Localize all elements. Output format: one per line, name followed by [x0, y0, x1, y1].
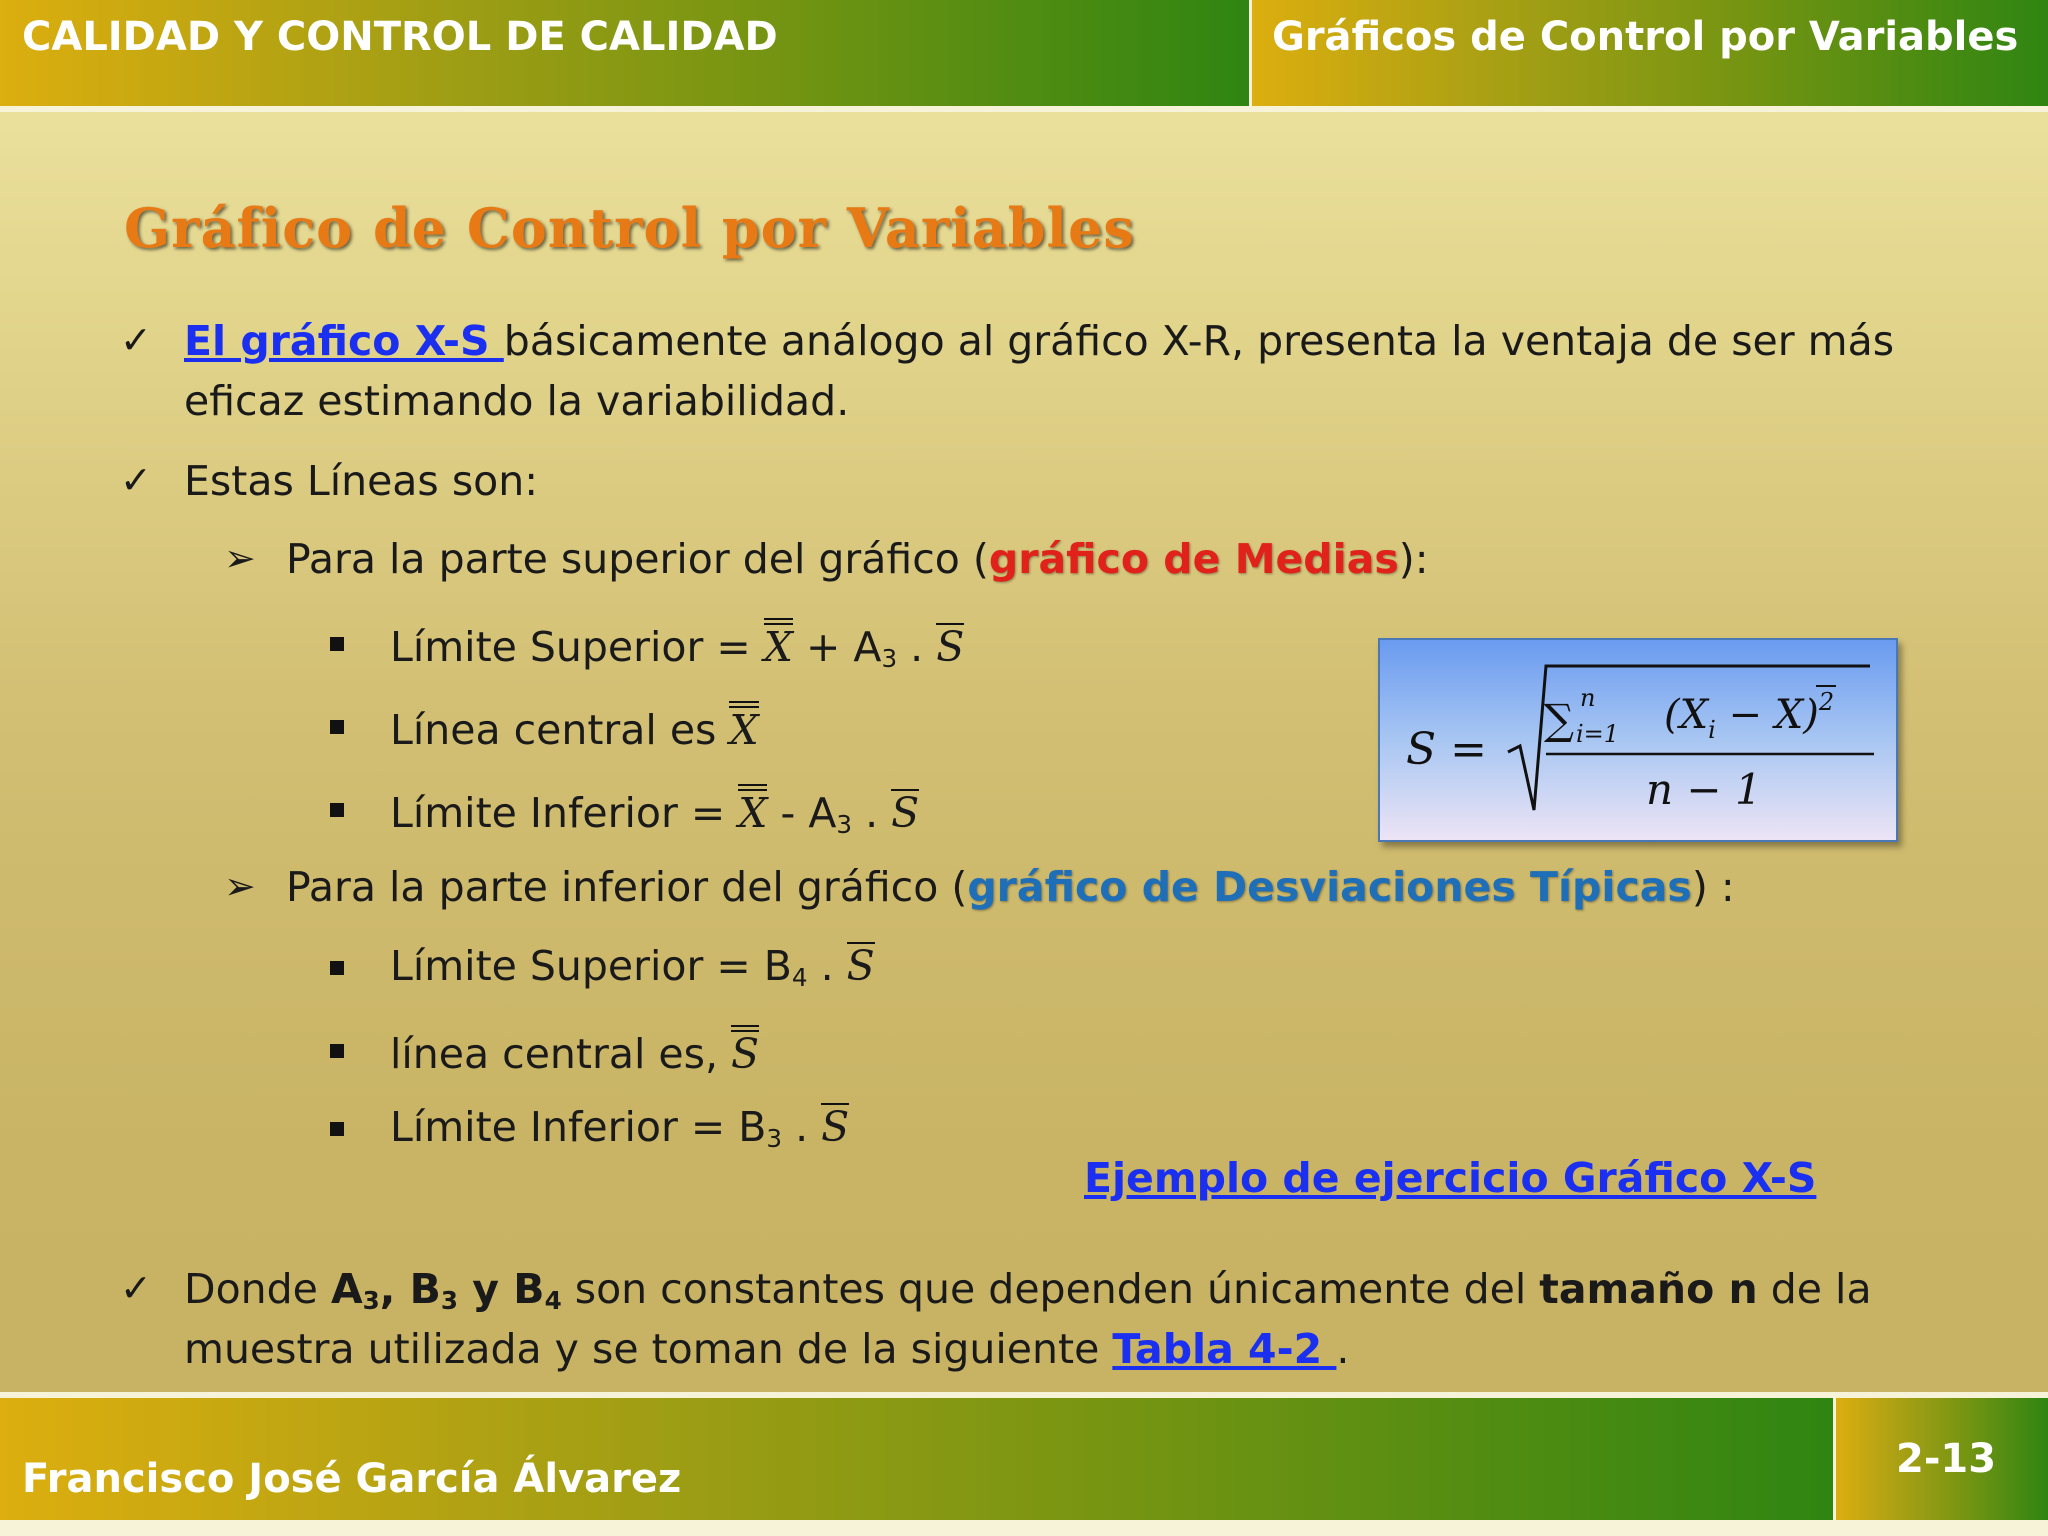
header-left-bar: [0, 0, 1250, 106]
checkmark-icon: ✓: [120, 458, 152, 502]
example-exercise-link[interactable]: Ejemplo de ejercicio Gráfico X-S: [1084, 1154, 1817, 1202]
mean-s-symbol: S: [846, 942, 875, 990]
sample-size-term: tamaño n: [1539, 1265, 1758, 1313]
checkmark-icon: ✓: [120, 1266, 152, 1310]
square-bullet-icon: [330, 720, 344, 734]
constants-note-middle: son constantes que dependen únicamente del: [561, 1265, 1540, 1313]
formula-denominator: n − 1: [1646, 765, 1762, 814]
sd-upper-limit: Límite Superior = $B_4$ . S: [390, 942, 875, 993]
sd-lower-limit: Límite Inferior = $B_3$ . S: [390, 1103, 850, 1154]
std-dev-formula-box: [1378, 638, 1898, 842]
sd-lower-limit-label: Límite Inferior = B: [390, 1103, 767, 1151]
upper-heading-prefix: Para la parte superior del gráfico (: [286, 535, 989, 583]
constants-note-line2: [184, 1326, 1349, 1373]
mean-s-symbol: S: [936, 623, 965, 671]
footer-divider: [1833, 1398, 1836, 1520]
mean-s-symbol: S: [891, 789, 920, 837]
constants-names: $A_3$, $B_3$ y $B_4$: [330, 1265, 562, 1316]
table-4-2-link[interactable]: Tabla 4-2: [1112, 1325, 1337, 1373]
square-bullet-icon: [330, 1044, 344, 1058]
means-lower-limit-label: Límite Inferior =: [390, 789, 739, 837]
footer-right-bar: [1836, 1398, 2048, 1520]
means-lower-limit: Límite Inferior = X - $A_3$ . S: [390, 784, 919, 839]
sum-upper-index: n: [1580, 684, 1596, 712]
lower-heading-suffix: ) :: [1691, 863, 1735, 911]
arrow-bullet-icon: ➢: [224, 864, 256, 908]
checkmark-icon: ✓: [120, 318, 152, 362]
numerator-term: $(X_i - X)^2$: [1664, 688, 1835, 744]
sum-lower-index: i=1: [1576, 720, 1620, 748]
square-bullet-icon: [330, 637, 344, 651]
means-upper-limit: Límite Superior = $X + A_3$ . S: [390, 618, 964, 673]
grand-mean-symbol: X: [764, 618, 793, 668]
means-chart-label: gráfico de Medias: [988, 535, 1399, 583]
square-bullet-icon: [330, 1122, 344, 1136]
square-bullet-icon: [330, 803, 344, 817]
footer-left-bar: [0, 1398, 1834, 1520]
lower-chart-heading: [286, 864, 1735, 911]
grand-mean-symbol: X: [738, 784, 767, 834]
formula-lhs: S =: [1406, 724, 1487, 775]
header-right-bar: [1252, 0, 2048, 106]
sum-symbol: ∑: [1544, 695, 1574, 744]
course-title: CALIDAD Y CONTROL DE CALIDAD: [22, 14, 778, 60]
grand-mean-s-symbol: S: [731, 1025, 759, 1075]
lower-heading-prefix: Para la parte inferior del gráfico (: [286, 863, 968, 911]
sd-center-line: [390, 1025, 759, 1078]
constants-note-line2-text: muestra utilizada y se toman de la siguiente: [184, 1325, 1113, 1373]
sd-center-label: línea central es,: [390, 1030, 732, 1078]
slide-number: 2-13: [1896, 1436, 1997, 1482]
arrow-bullet-icon: ➢: [224, 536, 256, 580]
bullet-xs-description: [184, 318, 1894, 365]
means-center-label: Línea central es: [390, 706, 730, 754]
author-name: Francisco José García Álvarez: [22, 1456, 682, 1502]
grand-mean-symbol: X: [729, 701, 758, 751]
constants-note-line1: [184, 1266, 1872, 1315]
bullet1-text-line1: básicamente análogo al gráfico X-R, presenta la ventaja de ser más: [503, 317, 1895, 365]
constants-note-period: .: [1336, 1325, 1350, 1373]
section-title: Gráficos de Control por Variables: [1272, 14, 2019, 60]
header-underline: [0, 106, 2048, 112]
bullet1-text-line2: eficaz estimando la variabilidad.: [184, 377, 850, 425]
std-dev-formula: [1380, 640, 1900, 844]
std-dev-chart-label: gráfico de Desviaciones Típicas: [967, 863, 1692, 911]
page-title: Gráfico de Control por Variables: [124, 196, 1135, 260]
footer-bottomline: [0, 1520, 2048, 1536]
bullet-lines-intro: Estas Líneas son:: [184, 457, 539, 505]
xs-chart-link[interactable]: El gráfico X-S: [184, 317, 504, 365]
upper-heading-suffix: ):: [1398, 535, 1429, 583]
means-center-line: [390, 701, 759, 754]
sd-upper-limit-label: Límite Superior = B: [390, 942, 792, 990]
header-divider: [1249, 0, 1252, 106]
constants-note-prefix: Donde: [184, 1265, 331, 1313]
mean-s-symbol: S: [821, 1103, 850, 1151]
means-upper-limit-label: Límite Superior =: [390, 623, 764, 671]
upper-chart-heading: [286, 536, 1429, 583]
square-bullet-icon: [330, 961, 344, 975]
constants-note-end: de la: [1757, 1265, 1872, 1313]
